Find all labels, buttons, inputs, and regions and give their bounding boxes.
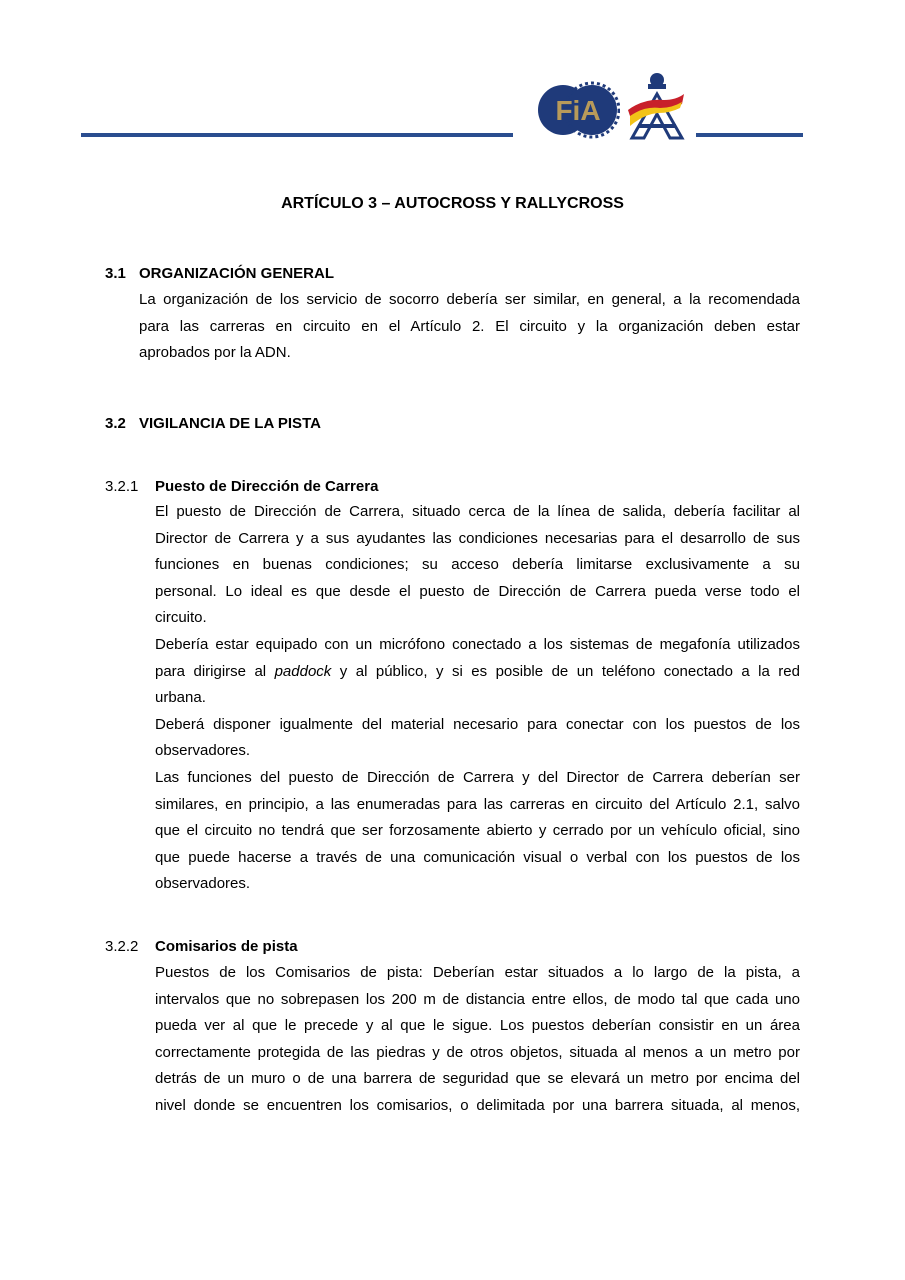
text-line: Debería estar equipado con un micrófono conectado a los sistemas de megafonía utilizados: [155, 635, 800, 653]
italic-term: paddock: [274, 662, 332, 680]
subsection-number: 3.2.2: [105, 938, 139, 955]
header-rule-left: [81, 133, 513, 137]
text-line: aprobados por la ADN.: [139, 344, 291, 362]
text-line: que el circuito no tendrá que ser forzosamente abierto y cerrado por un vehículo oficial, sino: [155, 822, 800, 840]
text-line: urbana.: [155, 689, 206, 707]
header-rule-right: [696, 133, 803, 137]
text-line: personal. Lo ideal es que desde el puesto de Dirección de Carrera pueda verse todo el: [155, 582, 800, 600]
subsection-heading: Puesto de Dirección de Carrera: [155, 478, 379, 495]
text-line: nivel donde se encuentren los comisarios, o delimitada por una barrera situada, al menos,: [155, 1096, 800, 1114]
section-heading: VIGILANCIA DE LA PISTA: [139, 415, 321, 432]
text-line: intervalos que no sobrepasen los 200 m de distancia entre ellos, de modo tal que cada uno: [155, 990, 800, 1008]
text-line: correctamente protegida de las piedras y de otros objetos, situada al menos a un metro por: [155, 1043, 800, 1061]
text-line: Director de Carrera y a sus ayudantes las condiciones necesarias para el desarrollo de sus: [155, 529, 800, 547]
text-line: [155, 659, 800, 686]
text-line: funciones en buenas condiciones; su acceso debería limitarse exclusivamente a su: [155, 556, 800, 574]
text-line: La organización de los servicio de socorro debería ser similar, en general, a la recomendada: [139, 291, 800, 308]
text-segment: y al público, y si es posible de un teléfono conectado a la red: [331, 662, 800, 680]
text-line: Las funciones del puesto de Dirección de Carrera y del Director de Carrera deberían ser: [155, 768, 800, 786]
text-line: pueda ver al que le precede y al que le sigue. Los puestos deberían consistir en un área: [155, 1017, 800, 1035]
text-line: similares, en principio, a las enumeradas para las carreras en circuito del Artículo 2.1, salvo: [155, 795, 800, 813]
text-line: observadores.: [155, 875, 251, 893]
section-number: 3.2: [105, 415, 126, 432]
section-body: [139, 287, 800, 367]
text-line: para las carreras en circuito en el Artículo 2. El circuito y la organización deben estar: [139, 317, 800, 335]
subsection-body: [155, 499, 800, 898]
text-segment: para dirigirse al: [155, 662, 275, 680]
text-line: detrás de un muro o de una barrera de seguridad que se elevará un metro por encima del: [155, 1070, 800, 1088]
text-line: El puesto de Dirección de Carrera, situado cerca de la línea de salida, debería facilitar al: [155, 503, 800, 520]
svg-text:FiA: FiA: [555, 95, 601, 126]
section-heading: ORGANIZACIÓN GENERAL: [139, 265, 334, 282]
text-line: que puede hacerse a través de una comunicación visual o verbal con los puestos de los: [155, 848, 800, 866]
subsection-heading: Comisarios de pista: [155, 938, 298, 955]
rfeda-logo: [624, 70, 690, 140]
text-line: Deberá disponer igualmente del material necesario para conectar con los puestos de los: [155, 715, 800, 733]
text-line: observadores.: [155, 742, 251, 760]
text-line: Puestos de los Comisarios de pista: Deberían estar situados a lo largo de la pista, a: [155, 964, 800, 981]
text-line: circuito.: [155, 609, 207, 627]
fia-logo: [536, 80, 620, 140]
subsection-body: [155, 960, 800, 1120]
section-number: 3.1: [105, 265, 126, 282]
article-title: ARTÍCULO 3 – AUTOCROSS Y RALLYCROSS: [281, 195, 624, 212]
subsection-number: 3.2.1: [105, 478, 139, 495]
